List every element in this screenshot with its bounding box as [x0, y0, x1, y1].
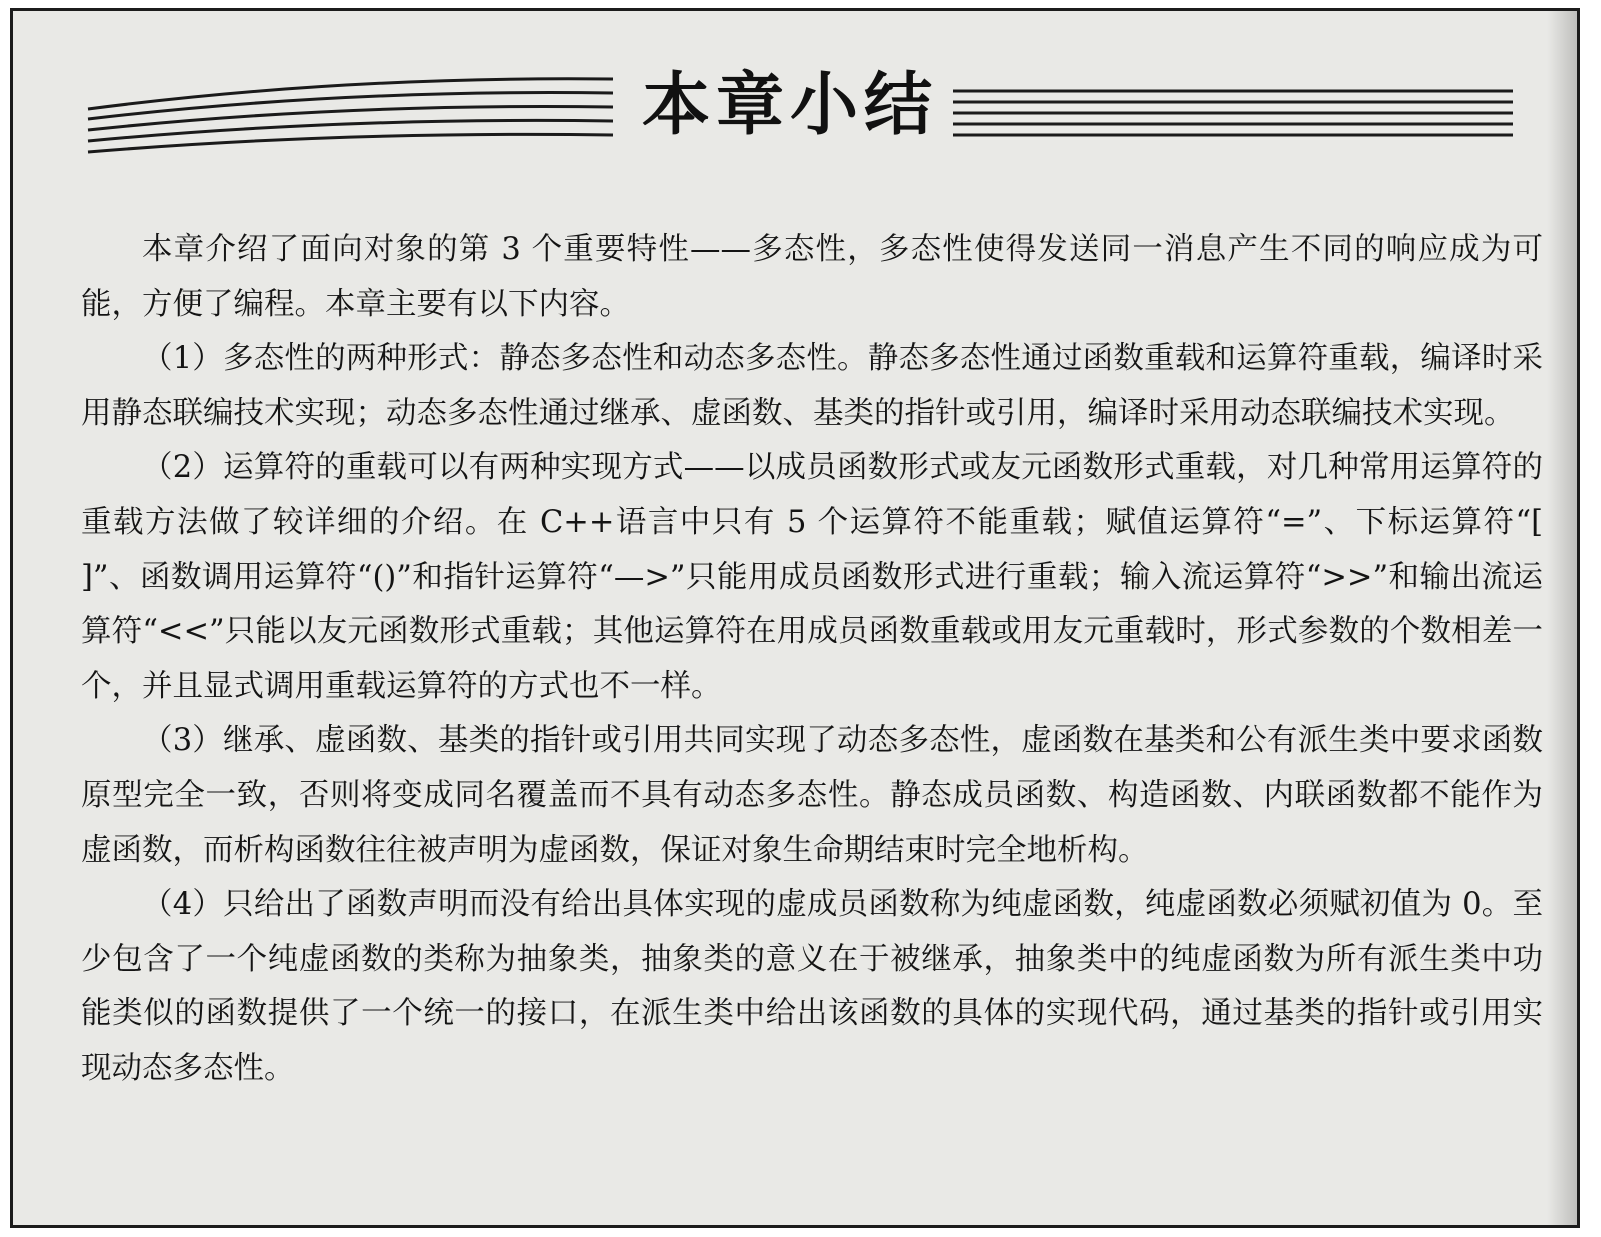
- heading-title: 本章小结: [641, 66, 938, 145]
- page-spine-shadow: [1547, 11, 1577, 1225]
- point-3-paragraph: （3）继承、虚函数、基类的指针或引用共同实现了动态多态性，虚函数在基类和公有派生类中要求函数原型完全一致，否则将变成同名覆盖而不具有动态多态性。静态成员函数、构造函数、内联函数都不能作为虚函数，而析构函数往往被声明为虚函数，保证对象生命期结束时完全地析构。: [81, 723, 1543, 868]
- intro-paragraph: 本章介绍了面向对象的第 3 个重要特性——多态性，多态性使得发送同一消息产生不同的响应成为可能，方便了编程。本章主要有以下内容。: [81, 232, 1543, 322]
- chapter-summary-heading: [13, 51, 1577, 161]
- point-1-paragraph: （1）多态性的两种形式：静态多态性和动态多态性。静态多态性通过函数重载和运算符重载，编译时采用静态联编技术实现；动态多态性通过继承、虚函数、基类的指针或引用，编译时采用动态联编技术实现。: [81, 341, 1543, 431]
- point-2-paragraph: （2）运算符的重载可以有两种实现方式——以成员函数形式或友元函数形式重载，对几种常用运算符的重载方法做了较详细的介绍。在 C++语言中只有 5 个运算符不能重载；赋值运算符“=”、下标运算符“[ ]”、函数调用运算符“()”和指针运算符“—>”只能用成员函数形式进行重载；输入流运算符“>>”和输出流运算符“<<”只能以友元函数形式重载；其他运算符在用成员函数重载或用友元重载时，形式参数的个数相差一个，并且显式调用重载运算符的方式也不一样。: [81, 450, 1543, 704]
- summary-body: [81, 223, 1543, 1097]
- point-4-paragraph: （4）只给出了函数声明而没有给出具体实现的虚成员函数称为纯虚函数，纯虚函数必须赋初值为 0。至少包含了一个纯虚函数的类称为抽象类，抽象类的意义在于被继承，抽象类中的纯虚函数为所有派生类中功能类似的函数提供了一个统一的接口，在派生类中给出该函数的具体的实现代码，通过基类的指针或引用实现动态多态性。: [81, 887, 1543, 1086]
- scanned-page: [10, 8, 1580, 1228]
